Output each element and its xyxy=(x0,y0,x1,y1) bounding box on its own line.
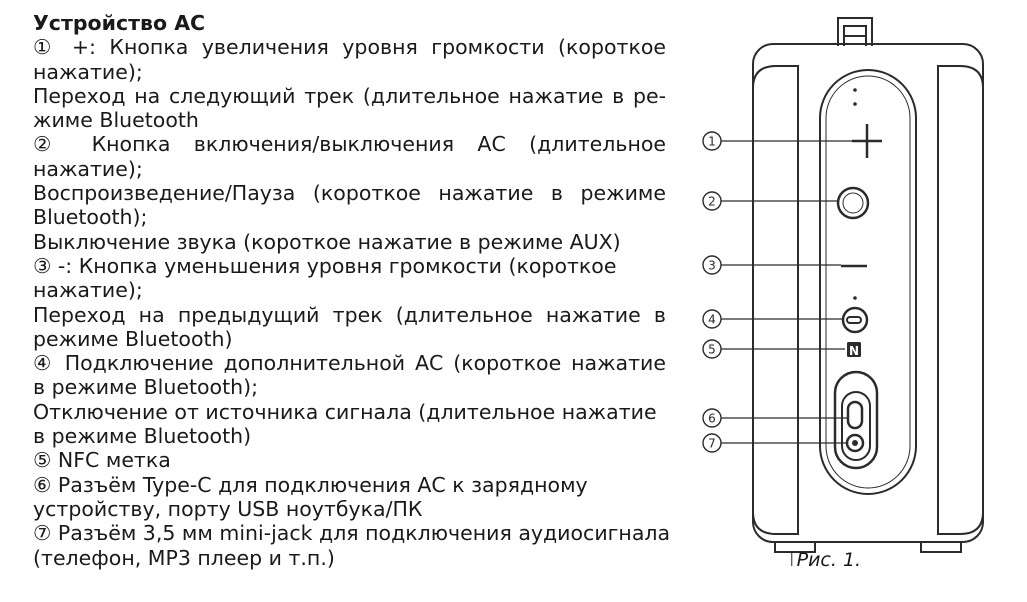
nfc-mark-letter: N xyxy=(848,344,860,358)
description-line: ⑦ Разъём 3,5 мм mini-jack для подключения аудиосигнала xyxy=(33,521,671,546)
callout-number: 6 xyxy=(708,411,716,426)
callout-markers xyxy=(703,132,721,452)
text-cursor-icon: I xyxy=(789,549,795,571)
description-line: Bluetooth); xyxy=(33,205,148,230)
description-line: жиме Bluetooth xyxy=(33,108,199,133)
description-lines xyxy=(33,35,671,570)
description-line: Переход на предыдущий трек (длительное нажатие в xyxy=(33,302,666,327)
callout-number: 4 xyxy=(708,312,716,327)
indicator-led xyxy=(853,102,857,106)
description-line: режиме Bluetooth) xyxy=(33,326,233,351)
volume-up-symbol xyxy=(852,124,882,158)
description-line: в режиме Bluetooth) xyxy=(33,424,252,449)
description-line: нажатие); xyxy=(33,59,143,84)
left-bumper xyxy=(753,66,798,534)
description-line: в режиме Bluetooth); xyxy=(33,375,259,400)
speaker-body xyxy=(753,44,983,542)
indicator-led xyxy=(853,296,857,300)
device-description xyxy=(33,11,671,570)
right-bumper xyxy=(938,66,983,534)
description-line: ④ Подключение дополнительной АС (короткое нажатие xyxy=(33,351,666,376)
speaker-figure xyxy=(680,0,1027,602)
description-line: (телефон, MP3 плеер и т.п.) xyxy=(33,545,335,570)
description-line: ③ -: Кнопка уменьшения уровня громкости (короткое xyxy=(33,253,617,278)
description-line: ⑤ NFC метка xyxy=(33,448,171,473)
indicator-led xyxy=(853,88,857,92)
callout-number: 5 xyxy=(708,342,716,357)
description-line: устройству, порту USB ноутбука/ПК xyxy=(33,496,423,521)
description-line: нажатие); xyxy=(33,278,143,303)
callout-number: 3 xyxy=(708,258,716,273)
figure-caption xyxy=(789,549,861,571)
description-line: ⑥ Разъём Type-C для подключения АС к зарядному xyxy=(33,472,588,497)
bottom-foot-right xyxy=(921,542,961,552)
description-line: нажатие); xyxy=(33,156,143,181)
type-c-port xyxy=(848,402,862,428)
description-line: ② Кнопка включения/выключения АС (длительное xyxy=(33,132,666,157)
speaker-diagram xyxy=(680,0,1027,602)
caption-text: Рис. 1. xyxy=(796,549,862,571)
description-line: Отключение от источника сигнала (длительное нажатие xyxy=(33,399,657,424)
leader-lines xyxy=(721,141,852,443)
description-line: Переход на следующий трек (длительное нажатие в ре- xyxy=(33,83,666,108)
callout-number: 7 xyxy=(708,436,716,451)
section-title: Устройство АС xyxy=(33,11,206,35)
callout-number: 2 xyxy=(708,194,716,209)
callout-number: 1 xyxy=(708,134,716,149)
description-line: Выключение звука (короткое нажатие в режиме AUX) xyxy=(33,229,621,254)
description-line: Воспроизведение/Пауза (короткое нажатие в режиме xyxy=(33,181,666,206)
description-line: ① +: Кнопка увеличения уровня громкости (короткое xyxy=(33,35,666,60)
